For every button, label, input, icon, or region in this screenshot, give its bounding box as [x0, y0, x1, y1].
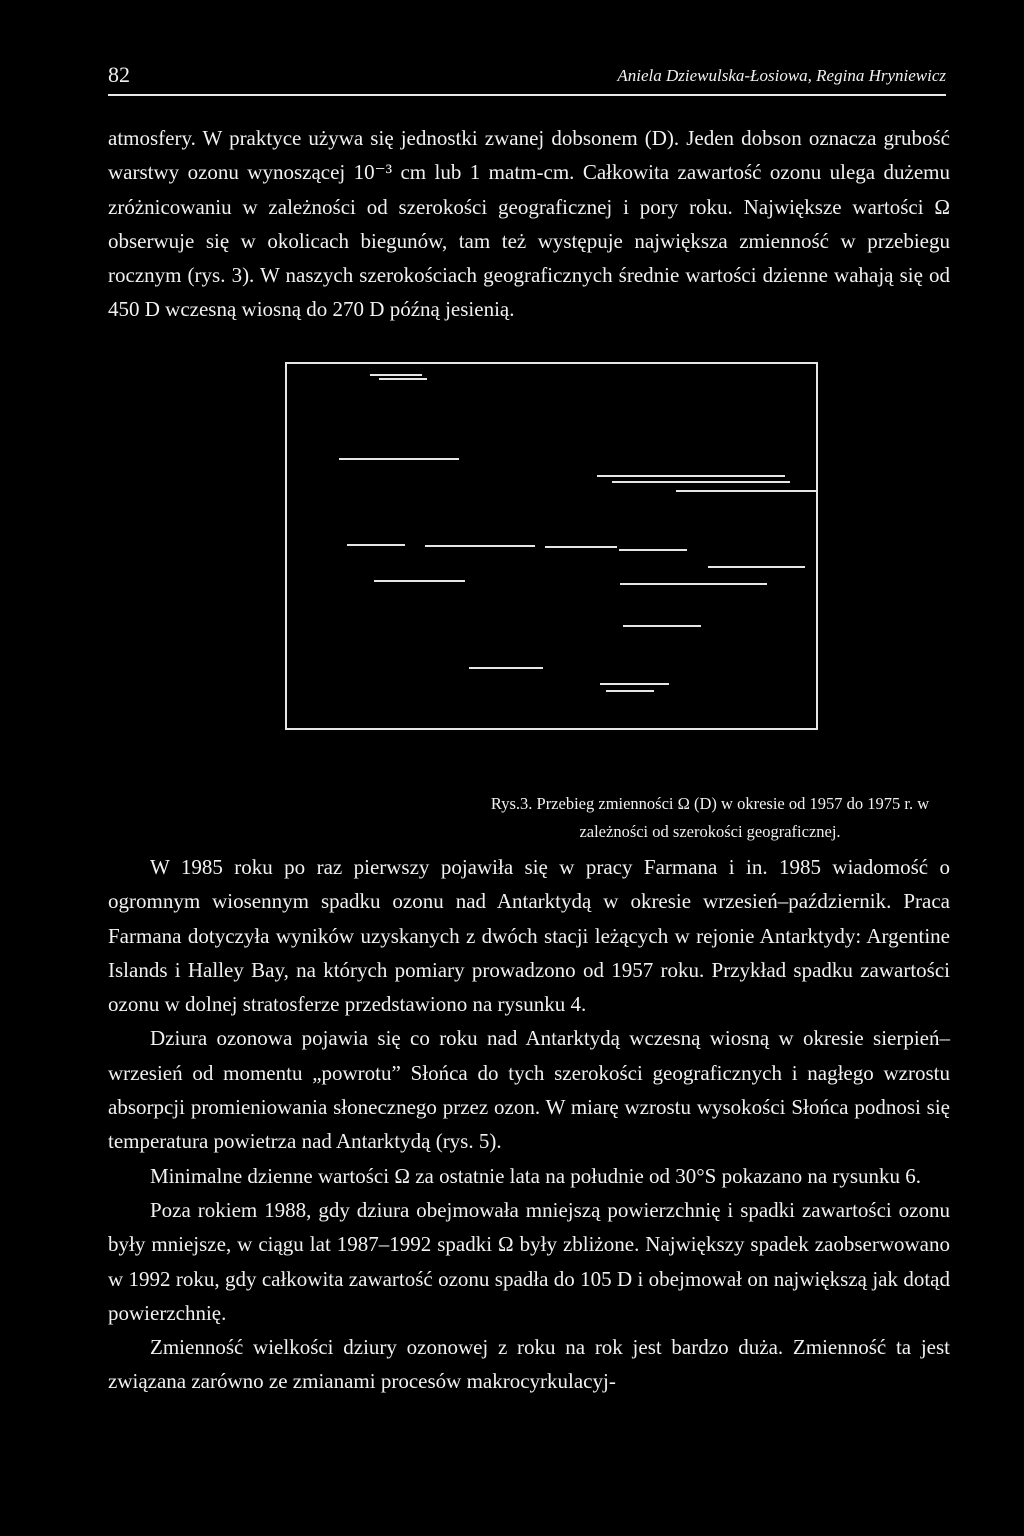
paragraph: Zmienność wielkości dziury ozonowej z roku na rok jest bardzo duża. Zmienność ta jest związana zarówno ze zmianami procesów makrocyrkulacyj-: [108, 1335, 950, 1394]
body-text-bottom: [108, 850, 950, 1399]
page-header: [108, 60, 946, 96]
figure-rys3: [285, 362, 818, 730]
paragraph: Poza rokiem 1988, gdy dziura obejmowała mniejszą powierzchnię i spadki zawartości ozonu były mniejsze, w ciągu lat 1987–1992 spadki Ω były zbliżone. Największy spadek zaobserwowano w 1992 roku, gdy całkowita zawartość ozonu spadła do 105 D i obejmował on największą jak dotąd powierzchnię.: [108, 1197, 950, 1325]
running-head: Aniela Dziewulska-Łosiowa, Regina Hryniewicz: [617, 66, 946, 85]
body-text-top: [108, 121, 950, 327]
figure-caption: Rys.3. Przebieg zmienności Ω (D) w okresie od 1957 do 1975 r. w zależności od szerokości geograficznej.: [490, 794, 930, 841]
paragraph: W 1985 roku po raz pierwszy pojawiła się w pracy Farmana i in. 1985 wiadomość o ogromnym wiosennym spadku ozonu nad Antarktydą w okresie wrzesień–październik. Praca Farmana dotyczyła wyników uzyskanych z dwóch stacji leżących w rejonie Antarktydy: Argentine Islands i Halley Bay, na których pomiary prowadzono od 1957 roku. Przykład spadku zawartości ozonu w dolnej stratosferze przedstawiono na rysunku 4.: [108, 855, 950, 1017]
page-number: 82: [108, 62, 130, 87]
paragraph: Dziura ozonowa pojawia się co roku nad Antarktydą wczesną wiosną w okresie sierpień–wrzesień od momentu „powrotu” Słońca do tych szerokości geograficznych i nagłego wzrostu absorpcji promieniowania słonecznego przez ozon. W miarę wzrostu wysokości Słońca podnosi się temperatura powietrza nad Antarktydą (rys. 5).: [108, 1026, 950, 1154]
paragraph: Minimalne dzienne wartości Ω za ostatnie lata na południe od 30°S pokazano na rysunku 6.: [150, 1163, 922, 1188]
paragraph: atmosfery. W praktyce używa się jednostki zwanej dobsonem (D). Jeden dobson oznacza grubość warstwy ozonu wynoszącej 10⁻³ cm lub 1 matm-cm. Całkowita zawartość ozonu ulega dużemu zróżnicowaniu w zależności od szerokości geograficznej i pory roku. Największe wartości Ω obserwuje się w okolicach biegunów, tam też występuje największa zmienność w przebiegu rocznym (rys. 3). W naszych szerokościach geograficznych średnie wartości dzienne wahają się od 450 D wczesną wiosną do 270 D późną jesienią.: [108, 126, 950, 322]
figure-graphic: [287, 364, 820, 732]
